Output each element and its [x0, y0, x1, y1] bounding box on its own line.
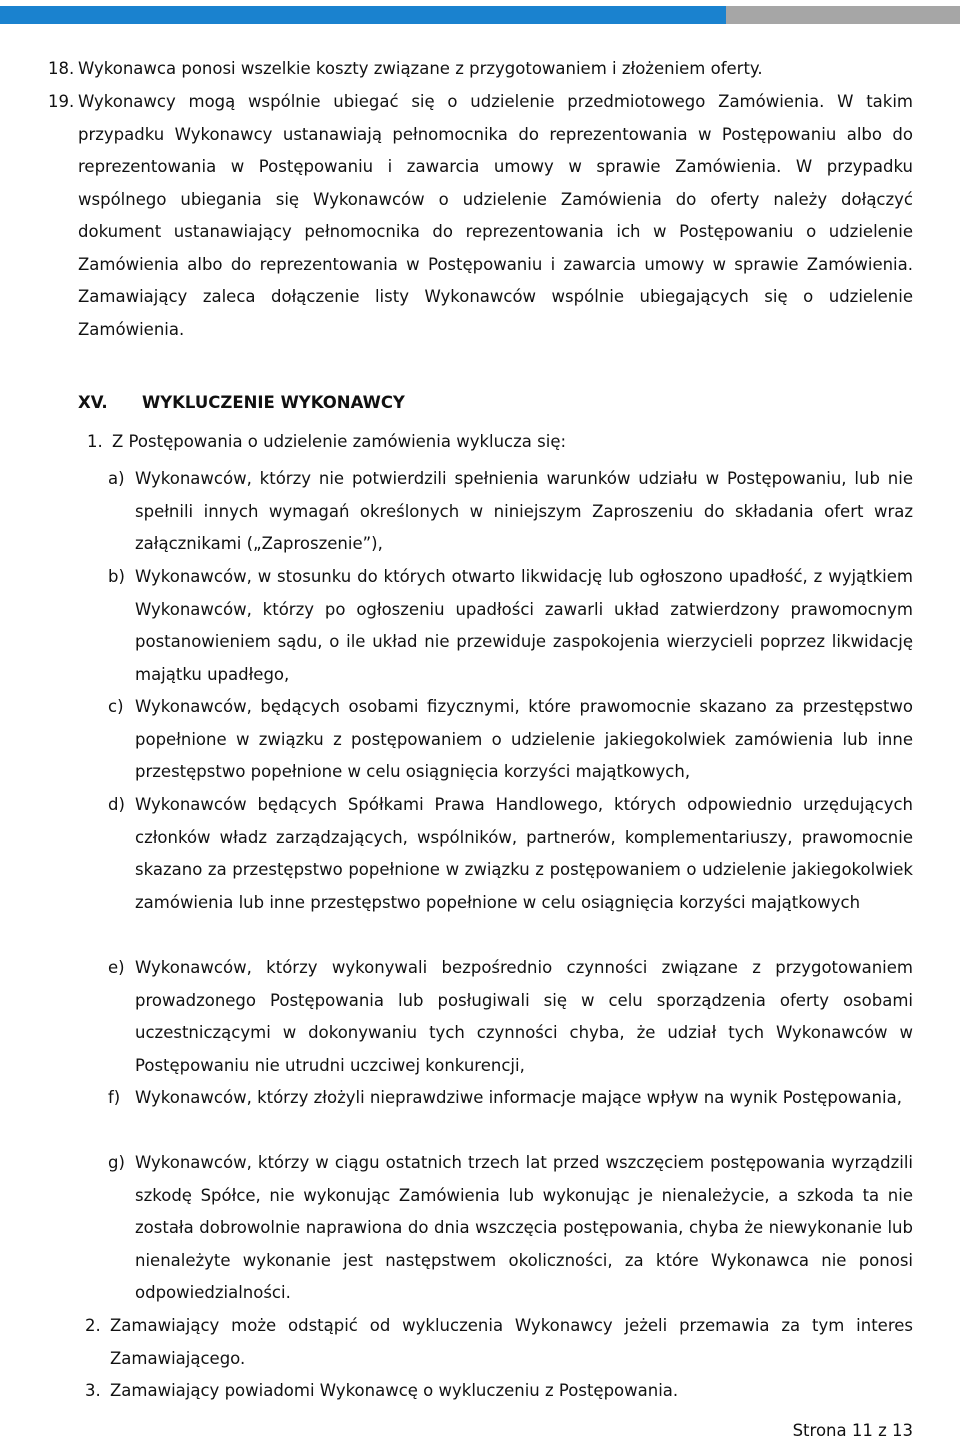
section-title: WYKLUCZENIE WYKONAWCY [142, 393, 405, 412]
sub-clause-letter: d) [108, 795, 125, 814]
clause-text: Zamawiający może odstąpić od wykluczenia Wykonawcy jeżeli przemawia za tym interes Zamawiającego. [110, 1316, 913, 1368]
clause [85, 1375, 913, 1408]
sub-clause-text: Wykonawców będących Spółkami Prawa Handlowego, których odpowiednio urzędujących członków władz zarządzających, wspólników, partnerów, komplementariuszy, prawomocnie skazano za przestępstwo popełnione w związku z postępowaniem o udzielenie jakiegokolwiek zamówienia lub inne przestępstwo popełnione w celu osiągnięcia korzyści majątkowych [135, 795, 913, 912]
sub-clause-text: Wykonawców, którzy wykonywali bezpośrednio czynności związane z przygotowaniem prowadzonego Postępowania lub posługiwali się w celu sporządzenia oferty osobami uczestniczącymi w dokonywaniu tych czynności chyba, że udział tych Wykonawców w Postępowaniu nie utrudni uczciwej konkurencji, [135, 958, 913, 1075]
sub-clause-text: Wykonawców, w stosunku do których otwarto likwidację lub ogłoszono upadłość, z wyjątkiem Wykonawców, którzy po ogłoszeniu upadłości zawarli układ zatwierdzony prawomocnym postanowieniem sądu, o ile układ nie przewiduje zaspokojenia wierzycieli poprzez likwidację majątku upadłego, [135, 567, 913, 684]
sub-clause [108, 952, 913, 1082]
sub-clause-letter: e) [108, 958, 125, 977]
item-text: Wykonawcy mogą wspólnie ubiegać się o udzielenie przedmiotowego Zamówienia. W takim przypadku Wykonawcy ustanawiają pełnomocnika do reprezentowania w Postępowaniu albo do reprezentowania w Postępowaniu i zawarcia umowy w sprawie Zamówienia. W przypadku wspólnego ubiegania się Wykonawców o udzielenie Zamówienia do oferty należy dołączyć dokument ustanawiający pełnomocnika do reprezentowania ich w Postępowaniu o udzielenie Zamówienia albo do reprezentowania w Postępowaniu i zawarcia umowy w sprawie Zamówienia. Zamawiający zaleca dołączenie listy Wykonawców wspólnie ubiegających się o udzielenie Zamówienia. [78, 92, 913, 339]
item-number: 19. [48, 92, 75, 111]
sub-clause [108, 463, 913, 561]
item-number: 18. [48, 59, 75, 78]
sub-clause [108, 1082, 913, 1115]
sub-clause-letter: b) [108, 567, 125, 586]
sub-clause-text: Wykonawców, którzy nie potwierdzili spełnienia warunków udziału w Postępowaniu, lub nie spełnili innych wymagań określonych w niniejszym Zaproszeniu do składania ofert wraz załącznikami („Zaproszenie”), [135, 469, 913, 554]
clause-number: 2. [85, 1316, 101, 1335]
sub-clause-text: Wykonawców, którzy złożyli nieprawdziwe informacje mające wpływ na wynik Postępowania, [135, 1088, 902, 1107]
sub-clause-text: Wykonawców, będących osobami fizycznymi, które prawomocnie skazano za przestępstwo popełnione w związku z postępowaniem o udzielenie jakiegokolwiek zamówienia lub inne przestępstwo popełnione w celu osiągnięcia korzyści majątkowych, [135, 697, 913, 782]
sub-clause-letter: f) [108, 1088, 121, 1107]
clause [87, 426, 912, 459]
sub-clause-letter: a) [108, 469, 125, 488]
sub-clause-text: Wykonawców, którzy w ciągu ostatnich trzech lat przed wszczęciem postępowania wyrządzili szkodę Spółce, nie wykonując Zamówienia lub wykonując je nienależycie, a szkoda ta nie została dobrowolnie naprawiona do dnia wszczęcia postępowania, chyba że niewykonanie lub nienależyte wykonanie jest następstwem okoliczności, za które Wykonawca nie ponosi odpowiedzialności. [135, 1153, 913, 1303]
list-item [48, 86, 913, 346]
clause-number: 3. [85, 1381, 101, 1400]
clause-number: 1. [87, 432, 103, 451]
header-bar-blue [0, 6, 726, 24]
sub-clause [108, 561, 913, 691]
list-item [48, 53, 913, 86]
header-bar [0, 6, 960, 24]
section-number: XV. [78, 393, 108, 412]
sub-clause [108, 789, 913, 919]
clause [85, 1310, 913, 1375]
header-bar-grey [726, 6, 960, 24]
sub-clause [108, 1147, 913, 1310]
clause-text: Zamawiający powiadomi Wykonawcę o wykluczeniu z Postępowania. [110, 1381, 679, 1400]
sub-clause-letter: g) [108, 1153, 125, 1172]
page-number: Strona 11 z 13 [792, 1421, 913, 1440]
item-text: Wykonawca ponosi wszelkie koszty związane z przygotowaniem i złożeniem oferty. [78, 59, 763, 78]
sub-clause [108, 691, 913, 789]
clause-text: Z Postępowania o udzielenie zamówienia wyklucza się: [112, 432, 567, 451]
sub-clause-letter: c) [108, 697, 124, 716]
